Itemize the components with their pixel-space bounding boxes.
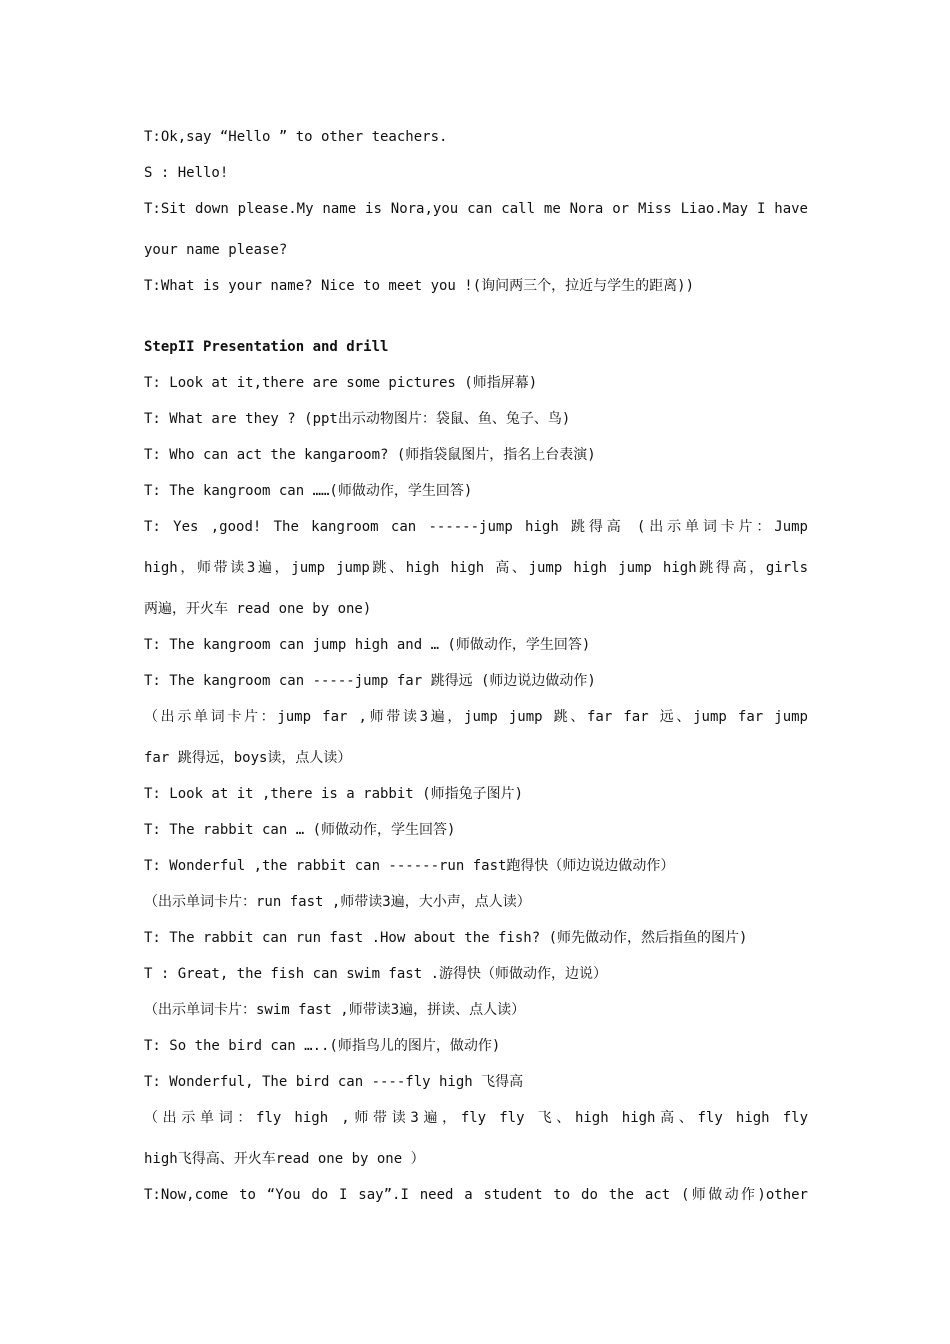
dialogue-line: （出示单词卡片：swim fast ,师带读3遍，拼读、点人读）: [144, 1002, 526, 1018]
dialogue-line: T:Sit down please.My name is Nora,you can call me Nora or Miss Liao.May I have: [144, 201, 808, 217]
dialogue-line: T: So the bird can …..(师指鸟儿的图片，做动作): [144, 1038, 501, 1054]
dialogue-line: your name please?: [144, 242, 288, 258]
dialogue-line: T:Ok,say “Hello ” to other teachers.: [144, 129, 448, 145]
dialogue-line: T: Wonderful ,the rabbit can ------run fast跑得快（师边说边做动作）: [144, 858, 675, 874]
dialogue-line: far 跳得远，boys读，点人读）: [144, 750, 352, 766]
dialogue-line: T: Look at it,there are some pictures (师指屏幕): [144, 375, 538, 391]
dialogue-line: T : Great, the fish can swim fast .游得快（师做动作，边说）: [144, 966, 608, 982]
dialogue-line: T: Yes ,good! The kangroom can ------jump high 跳得高 (出示单词卡片：Jump: [144, 519, 808, 535]
dialogue-line: T:What is your name? Nice to meet you !(询问两三个，拉近与学生的距离)): [144, 278, 695, 294]
dialogue-line: T: Look at it ,there is a rabbit (师指兔子图片): [144, 786, 524, 802]
dialogue-line: T: The rabbit can … (师做动作，学生回答): [144, 822, 456, 838]
dialogue-line: T: The rabbit can run fast .How about the fish? (师先做动作，然后指鱼的图片): [144, 930, 748, 946]
dialogue-line: 两遍，开火车 read one by one): [144, 601, 372, 617]
dialogue-line: （出示单词：fly high ,师带读3遍，fly fly 飞、high high高、fly high fly: [144, 1110, 808, 1126]
section-heading: StepII Presentation and drill: [144, 339, 389, 355]
dialogue-line: T:Now,come to “You do I say”.I need a student to do the act (师做动作)other: [144, 1187, 808, 1203]
dialogue-line: （出示单词卡片：run fast ,师带读3遍，大小声，点人读）: [144, 894, 531, 910]
dialogue-line: T: Wonderful, The bird can ----fly high 飞得高: [144, 1074, 524, 1090]
dialogue-line: high，师带读3遍，jump jump跳、high high 高、jump high jump high跳得高，girls: [144, 560, 808, 576]
dialogue-line: T: The kangroom can ……(师做动作，学生回答): [144, 483, 473, 499]
dialogue-line: S : Hello!: [144, 165, 229, 181]
dialogue-line: T: Who can act the kangaroom? (师指袋鼠图片，指名上台表演): [144, 447, 596, 463]
document-page: [144, 0, 808, 1344]
dialogue-line: high飞得高、开火车read one by one ）: [144, 1151, 425, 1167]
dialogue-line: T: The kangroom can jump high and … (师做动作，学生回答): [144, 637, 591, 653]
dialogue-line: （出示单词卡片：jump far ,师带读3遍，jump jump 跳、far far 远、jump far jump: [144, 709, 808, 725]
dialogue-line: T: The kangroom can -----jump far 跳得远 (师边说边做动作): [144, 673, 596, 689]
dialogue-line: T: What are they ? (ppt出示动物图片：袋鼠、鱼、兔子、鸟): [144, 411, 571, 427]
